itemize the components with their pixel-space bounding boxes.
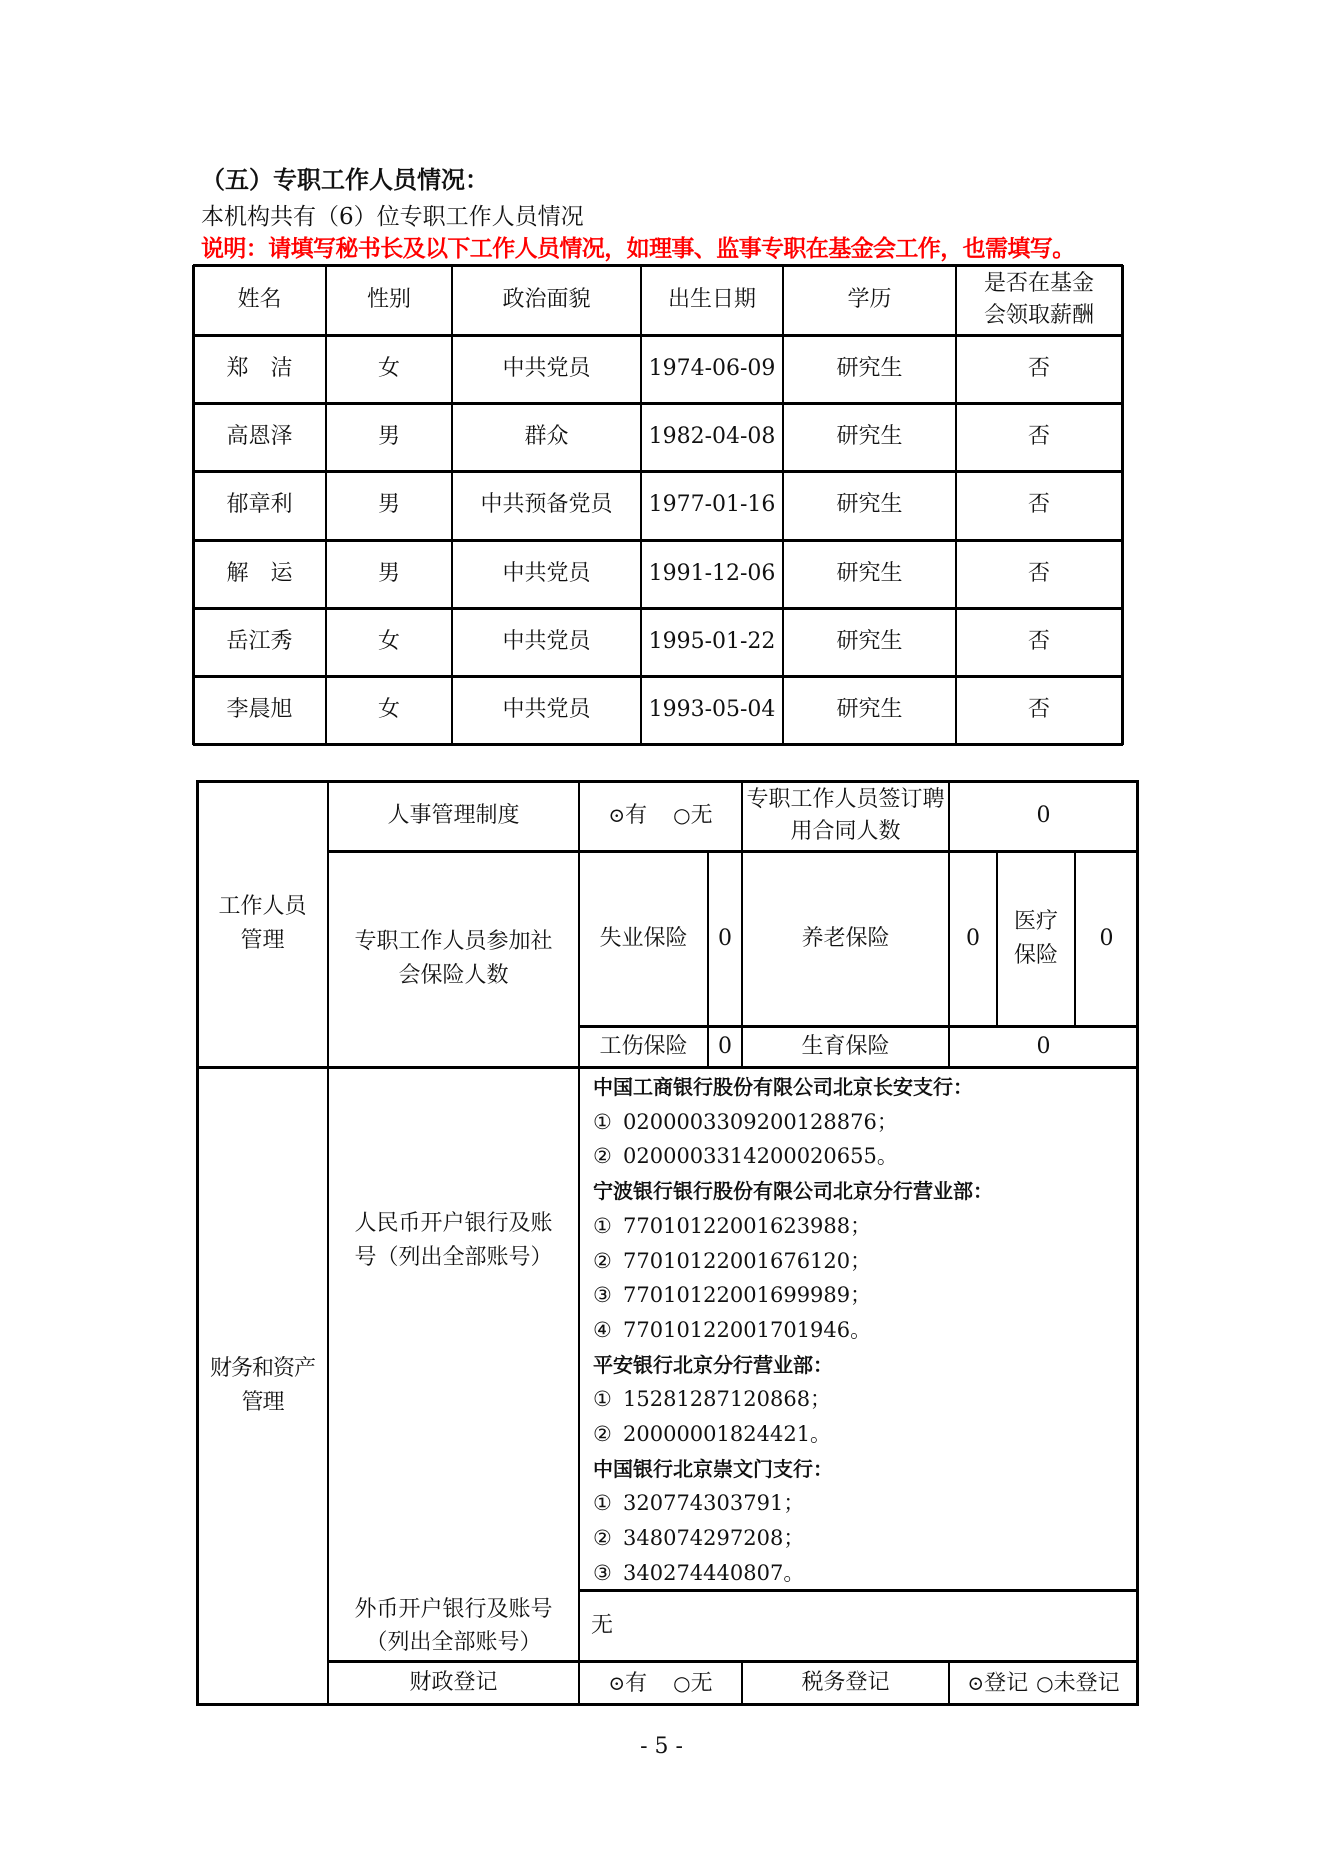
staff-management-label xyxy=(197,780,328,1067)
section-heading: （五）专职工作人员情况： xyxy=(201,166,489,194)
rmb-accounts-list xyxy=(579,1067,1138,1590)
label-line: 财务和资产 xyxy=(209,1356,315,1381)
cell-education: 研究生 xyxy=(836,424,903,449)
staff-count-line: 本机构共有（6）位专职工作人员情况 xyxy=(201,204,584,230)
account-number: 77010122001676120； xyxy=(623,1248,872,1273)
label-line: 工作人员 xyxy=(218,893,307,919)
option-label: 有 xyxy=(625,803,648,828)
label-line: 医疗 xyxy=(1013,908,1058,934)
account-item xyxy=(593,1244,1138,1279)
account-number: 77010122001699989； xyxy=(623,1283,872,1308)
radio-selected-icon: ⊙ xyxy=(608,803,626,827)
cell-birth-date: 1995-01-22 xyxy=(648,629,776,654)
label-line: 专职工作人员参加社 xyxy=(354,929,553,954)
radio-empty-icon: ○ xyxy=(1036,1670,1054,1695)
label-line: 保险 xyxy=(1013,942,1058,968)
cell-birth-date: 1974-06-09 xyxy=(648,356,776,381)
account-item xyxy=(593,1278,1138,1313)
injury-insurance-value: 0 xyxy=(718,1033,732,1059)
account-number: 20000001824421。 xyxy=(623,1422,832,1447)
header-salary xyxy=(956,265,1122,335)
tax-registration-label: 税务登记 xyxy=(801,1670,890,1695)
hr-system-label: 人事管理制度 xyxy=(387,802,520,828)
account-number: 0200003314200020655。 xyxy=(623,1144,898,1169)
instruction-note: 说明：请填写秘书长及以下工作人员情况，如理事、监事专职在基金会工作，也需填写。 xyxy=(201,236,1075,262)
radio-selected-icon: ⊙ xyxy=(608,1670,626,1695)
cell-political-status: 中共党员 xyxy=(502,561,591,586)
account-index: ② xyxy=(593,1144,612,1169)
unemployment-insurance-value: 0 xyxy=(718,925,732,951)
cell-education: 研究生 xyxy=(836,697,903,722)
cell-gender: 女 xyxy=(377,629,400,654)
maternity-insurance-value: 0 xyxy=(1036,1033,1051,1059)
cell-name: 高恩泽 xyxy=(226,424,293,449)
fx-accounts-value: 无 xyxy=(591,1612,614,1638)
medical-insurance-value: 0 xyxy=(1099,925,1114,951)
cell-name: 解 运 xyxy=(226,561,293,586)
account-item xyxy=(593,1382,1138,1417)
account-item xyxy=(593,1105,1138,1140)
fx-accounts-label xyxy=(328,1590,579,1661)
cell-birth-date: 1977-01-16 xyxy=(648,492,776,517)
header-education: 学历 xyxy=(847,287,892,312)
cell-education: 研究生 xyxy=(836,356,903,381)
option-label: 登记 xyxy=(984,1670,1029,1696)
cell-gender: 女 xyxy=(377,356,400,381)
header-gender: 性别 xyxy=(366,287,411,312)
cell-salary: 否 xyxy=(1027,697,1050,722)
account-item xyxy=(593,1556,1138,1591)
account-index: ① xyxy=(593,1491,612,1516)
account-number: 348074297208； xyxy=(623,1526,805,1551)
header-name: 姓名 xyxy=(237,287,282,312)
tax-registration-radio-group xyxy=(949,1661,1138,1705)
contract-count-label xyxy=(742,780,949,851)
header-line: 会领取薪酬 xyxy=(983,303,1094,328)
account-item xyxy=(593,1209,1138,1244)
cell-name: 郑 洁 xyxy=(226,356,293,381)
cell-salary: 否 xyxy=(1027,356,1050,381)
cell-salary: 否 xyxy=(1027,561,1050,586)
cell-name: 郁章利 xyxy=(226,492,293,517)
label-line: （列出全部账号） xyxy=(365,1629,542,1655)
header-political-status: 政治面貌 xyxy=(502,287,591,312)
unemployment-insurance-label: 失业保险 xyxy=(599,925,688,951)
cell-name: 岳江秀 xyxy=(226,629,293,654)
cell-political-status: 中共党员 xyxy=(502,697,591,722)
rmb-accounts-label xyxy=(328,1067,579,1277)
hr-system-yes-option[interactable] xyxy=(608,798,647,833)
tax-registration-yes-option[interactable] xyxy=(967,1666,1028,1701)
label-line: 专职工作人员签订聘 xyxy=(746,786,945,812)
fiscal-registration-yes-option[interactable] xyxy=(608,1666,647,1701)
cell-education: 研究生 xyxy=(836,629,903,654)
cell-education: 研究生 xyxy=(836,561,903,586)
account-number: 77010122001623988； xyxy=(623,1213,872,1238)
account-index: ③ xyxy=(593,1283,612,1308)
option-label: 无 xyxy=(690,1670,713,1696)
account-index: ① xyxy=(593,1213,612,1238)
label-line: 用合同人数 xyxy=(790,818,901,844)
contract-count-value: 0 xyxy=(1036,802,1051,828)
bank-name: 宁波银行银行股份有限公司北京分行营业部： xyxy=(593,1179,993,1204)
bank-name: 平安银行北京分行营业部： xyxy=(593,1352,833,1377)
fiscal-registration-label: 财政登记 xyxy=(409,1670,498,1695)
option-label: 有 xyxy=(625,1670,648,1696)
option-label: 未登记 xyxy=(1053,1670,1120,1696)
account-item xyxy=(593,1417,1138,1452)
option-label: 无 xyxy=(690,803,713,828)
cell-name: 李晨旭 xyxy=(226,697,293,722)
header-birth-date: 出生日期 xyxy=(667,287,756,312)
finance-management-label xyxy=(197,1067,328,1705)
label-line: 外币开户银行及账号 xyxy=(354,1596,553,1622)
account-item xyxy=(593,1486,1138,1521)
account-item xyxy=(593,1521,1138,1556)
cell-birth-date: 1991-12-06 xyxy=(648,561,776,586)
label-line: 人民币开户银行及账 xyxy=(354,1211,553,1236)
account-item xyxy=(593,1139,1138,1174)
maternity-insurance-label: 生育保险 xyxy=(801,1033,890,1059)
account-index: ② xyxy=(593,1248,612,1273)
cell-gender: 男 xyxy=(377,492,400,517)
account-number: 15281287120868； xyxy=(623,1387,832,1412)
cell-birth-date: 1982-04-08 xyxy=(648,424,776,449)
cell-salary: 否 xyxy=(1027,629,1050,654)
cell-political-status: 中共预备党员 xyxy=(480,492,613,517)
account-index: ① xyxy=(593,1387,612,1412)
label-line: 管理 xyxy=(240,927,285,953)
account-index: ③ xyxy=(593,1560,612,1585)
cell-gender: 男 xyxy=(377,424,400,449)
account-item xyxy=(593,1313,1138,1348)
cell-political-status: 中共党员 xyxy=(502,356,591,381)
cell-education: 研究生 xyxy=(836,492,903,517)
radio-selected-icon: ⊙ xyxy=(967,1670,985,1695)
account-index: ① xyxy=(593,1109,612,1134)
cell-gender: 男 xyxy=(377,561,400,586)
header-line: 是否在基金 xyxy=(983,271,1094,296)
medical-insurance-label xyxy=(997,851,1075,1026)
account-index: ④ xyxy=(593,1317,612,1342)
hr-system-radio-group xyxy=(579,780,742,851)
pension-insurance-value: 0 xyxy=(966,925,980,951)
insurance-label xyxy=(328,851,579,1067)
cell-political-status: 群众 xyxy=(524,424,569,449)
bank-name: 中国银行北京崇文门支行： xyxy=(593,1456,833,1481)
bank-name: 中国工商银行股份有限公司北京长安支行： xyxy=(593,1075,973,1099)
label-line: 管理 xyxy=(241,1390,284,1415)
cell-salary: 否 xyxy=(1027,492,1050,517)
page-number: - 5 - xyxy=(640,1734,683,1759)
account-index: ② xyxy=(593,1422,612,1447)
account-index: ② xyxy=(593,1526,612,1551)
tax-registration-no-option[interactable] xyxy=(1036,1666,1119,1701)
pension-insurance-label: 养老保险 xyxy=(801,925,890,951)
label-line: 会保险人数 xyxy=(398,963,509,988)
injury-insurance-label: 工伤保险 xyxy=(599,1033,688,1059)
cell-political-status: 中共党员 xyxy=(502,629,591,654)
fiscal-registration-radio-group xyxy=(579,1661,742,1705)
cell-birth-date: 1993-05-04 xyxy=(648,697,776,722)
radio-empty-icon: ○ xyxy=(673,1670,691,1695)
radio-empty-icon: ○ xyxy=(673,803,691,827)
account-number: 340274440807。 xyxy=(623,1560,805,1585)
cell-gender: 女 xyxy=(377,697,400,722)
hr-system-no-option[interactable] xyxy=(673,798,712,833)
account-number: 0200003309200128876； xyxy=(623,1109,898,1134)
account-number: 77010122001701946。 xyxy=(623,1317,872,1342)
label-line: 号（列出全部账号） xyxy=(354,1245,553,1270)
fiscal-registration-no-option[interactable] xyxy=(673,1666,712,1701)
cell-salary: 否 xyxy=(1027,424,1050,449)
account-number: 320774303791； xyxy=(623,1491,805,1516)
